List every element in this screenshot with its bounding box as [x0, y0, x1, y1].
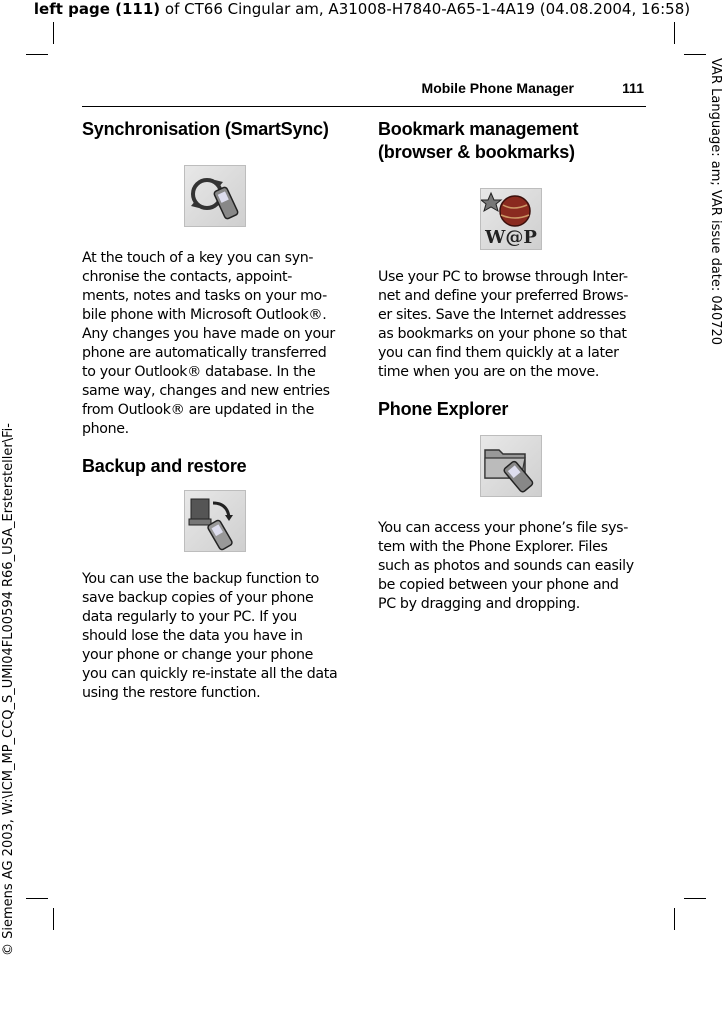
right-column: [378, 118, 644, 614]
page-number: 111: [622, 80, 644, 96]
smartsync-paragraph: [82, 249, 348, 439]
crop-mark: [674, 908, 675, 930]
text-line: be copied between your phone and: [378, 577, 619, 593]
text-line: You can use the backup function to: [82, 571, 319, 587]
explorer-heading: Phone Explorer: [378, 399, 509, 419]
text-line: to your Outlook® database. In the: [82, 364, 316, 380]
bookmarks-heading: [378, 118, 644, 164]
text-line: save backup copies of your phone: [82, 590, 314, 606]
backup-restore-icon: [184, 490, 246, 552]
text-line: same way, changes and new entries: [82, 383, 330, 399]
text-line: Use your PC to browse through Inter-: [378, 269, 628, 285]
sync-phone-icon: [184, 165, 246, 227]
text-line: time when you are on the move.: [378, 364, 600, 380]
left-column: [82, 118, 348, 703]
text-line: should lose the data you have in: [82, 628, 303, 644]
crop-mark: [674, 22, 675, 44]
text-line: phone.: [82, 421, 129, 437]
bookmarks-paragraph: [378, 268, 644, 382]
crop-mark: [684, 898, 706, 899]
crop-mark: [53, 22, 54, 44]
copyright-side-text: © Siemens AG 2003, W:\ICM_MP_CCQ_S_UMI04FL00594 R66_USA_Erstersteller\Fi-: [1, 423, 16, 956]
backup-heading: Backup and restore: [82, 456, 247, 476]
text-line: bile phone with Microsoft Outlook®.: [82, 307, 327, 323]
text-line: At the touch of a key you can syn-: [82, 250, 314, 266]
text-line: er sites. Save the Internet addresses: [378, 307, 626, 323]
folder-phone-icon: [480, 435, 542, 497]
crop-mark: [26, 54, 48, 55]
heading-line: Bookmark management: [378, 119, 579, 139]
text-line: ments, notes and tasks on your mo-: [82, 288, 327, 304]
wap-label: W@P: [485, 227, 537, 248]
banner-page-label: left page (111): [33, 0, 161, 18]
crop-mark: [53, 908, 54, 930]
text-line: from Outlook® are updated in the: [82, 402, 314, 418]
banner-document-info: of CT66 Cingular am, A31008-H7840-A65-1-4A19 (04.08.2004, 16:58): [160, 0, 691, 18]
running-header: [82, 80, 646, 107]
text-line: such as photos and sounds can easily: [378, 558, 634, 574]
wap-globe-icon: [480, 188, 542, 250]
text-line: PC by dragging and dropping.: [378, 596, 580, 612]
text-line: you can quickly re-instate all the data: [82, 666, 338, 682]
backup-paragraph: [82, 570, 348, 703]
text-line: your phone or change your phone: [82, 647, 314, 663]
text-line: net and define your preferred Brows-: [378, 288, 629, 304]
smartsync-heading: Synchronisation (SmartSync): [82, 119, 329, 139]
text-line: you can find them quickly at a later: [378, 345, 619, 361]
text-line: using the restore function.: [82, 685, 261, 701]
text-line: tem with the Phone Explorer. Files: [378, 539, 608, 555]
text-line: You can access your phone’s file sys-: [378, 520, 628, 536]
heading-line: (browser & bookmarks): [378, 142, 575, 162]
print-banner: [0, 0, 724, 20]
header-section-title: Mobile Phone Manager: [421, 80, 574, 96]
crop-mark: [684, 54, 706, 55]
text-line: Any changes you have made on your: [82, 326, 335, 342]
var-language-side-text: VAR Language: am; VAR issue date: 040720: [708, 58, 723, 346]
text-line: data regularly to your PC. If you: [82, 609, 297, 625]
text-line: phone are automatically transferred: [82, 345, 327, 361]
text-line: chronise the contacts, appoint-: [82, 269, 293, 285]
explorer-paragraph: [378, 519, 644, 614]
text-line: as bookmarks on your phone so that: [378, 326, 627, 342]
crop-mark: [26, 898, 48, 899]
